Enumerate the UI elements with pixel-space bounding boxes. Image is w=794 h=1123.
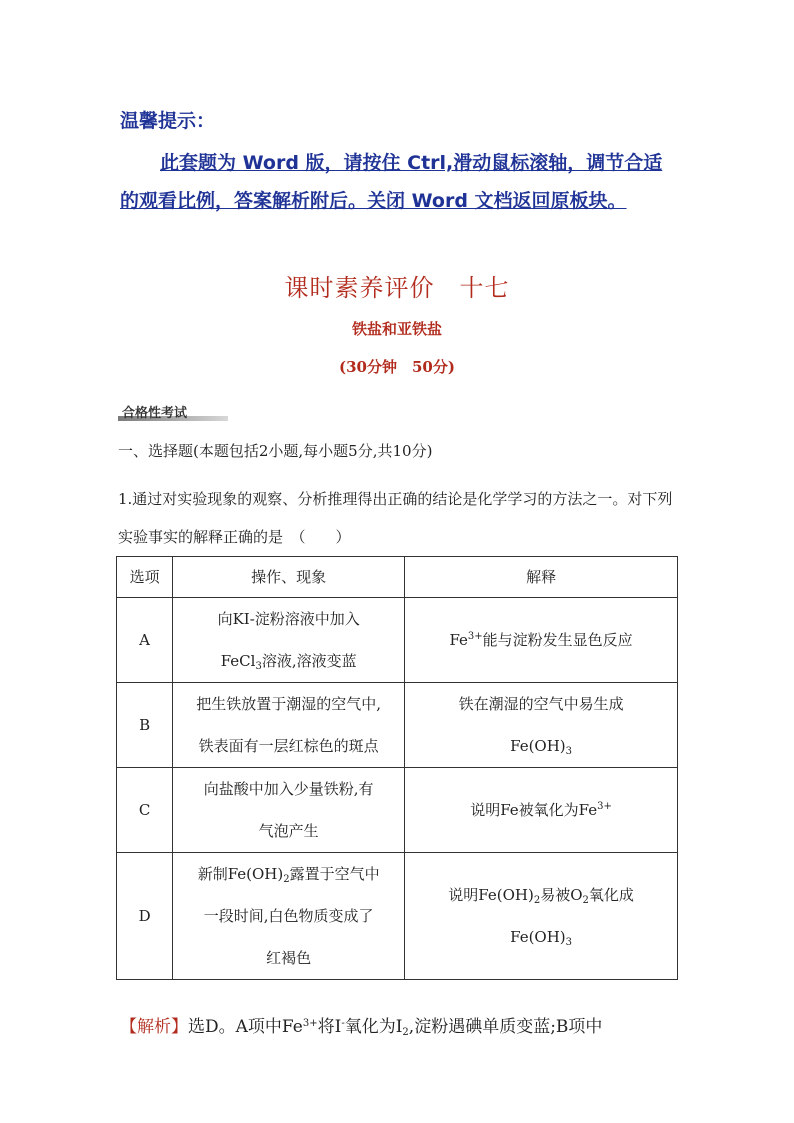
table-header-row <box>117 557 678 598</box>
operation-cell <box>173 683 405 768</box>
table-row <box>117 768 678 853</box>
op-line: 向盐酸中加入少量铁粉,有 <box>203 780 374 798</box>
exp-sup: 3+ <box>467 631 483 642</box>
exp-sub: 2 <box>533 895 541 906</box>
option-label: C <box>117 768 173 853</box>
tip-body <box>120 144 680 220</box>
exp-chem: 说明Fe(OH) <box>448 886 534 904</box>
operation-cell <box>173 768 405 853</box>
op-line: 气泡产生 <box>258 822 319 840</box>
analysis-label: 【解析】 <box>120 1017 188 1037</box>
op-line: 露置于空气中 <box>289 865 380 883</box>
exp-line: 铁在潮湿的空气中易生成 <box>458 695 624 713</box>
analysis-sub: 2 <box>402 1027 409 1038</box>
op-line: 把生铁放置于潮湿的空气中, <box>196 695 382 713</box>
analysis-sup: 3+ <box>302 1018 318 1029</box>
time-score: (30分钟 50分) <box>339 358 455 376</box>
question-group-heading: 一、选择题(本题包括2小题,每小题5分,共10分) <box>118 442 433 460</box>
op-line: 溶液,溶液变蓝 <box>261 652 357 670</box>
analysis-text: 氧化为I <box>344 1017 403 1037</box>
page-subtitle: 铁盐和亚铁盐 <box>351 320 442 338</box>
options-table <box>116 556 678 980</box>
op-line: 铁表面有一层红棕色的斑点 <box>198 737 379 755</box>
exp-chem: Fe(OH) <box>510 737 566 755</box>
op-sub: 2 <box>283 874 290 885</box>
exp-sub: 3 <box>565 937 573 948</box>
op-chem: FeCl <box>220 652 256 670</box>
analysis-text: ,淀粉遇碘单质变蓝;B项中 <box>408 1017 603 1037</box>
option-label: A <box>117 598 173 683</box>
exp-sup: 3+ <box>597 801 612 812</box>
explanation-cell <box>405 853 678 980</box>
exp-sub: 3 <box>565 746 573 757</box>
analysis-text: 选D。A项中Fe <box>188 1017 303 1037</box>
tip-title: 温馨提示： <box>120 110 216 132</box>
tip-body-text: 此套题为 Word 版，请按住 Ctrl,滑动鼠标滚轴，调节合适的观看比例，答案解析附后。关闭 Word 文档返回原板块。 <box>120 152 663 212</box>
header-explanation: 解释 <box>405 557 678 598</box>
exp-chem: Fe(OH) <box>510 928 566 946</box>
exp-line: 易被O <box>540 886 583 904</box>
option-label: B <box>117 683 173 768</box>
section-tag-label: 合格性考试 <box>122 406 188 421</box>
operation-cell <box>173 598 405 683</box>
option-label: D <box>117 853 173 980</box>
explanation-cell <box>405 598 678 683</box>
explanation-cell <box>405 768 678 853</box>
op-line: 向KI-淀粉溶液中加入 <box>217 610 360 628</box>
table-row <box>117 598 678 683</box>
page-title: 课时素养评价 十七 <box>284 274 510 302</box>
section-tag <box>118 402 228 420</box>
op-chem: 新制Fe(OH) <box>197 865 284 883</box>
analysis-sup: - <box>341 1018 345 1029</box>
op-line: 一段时间,白色物质变成了 <box>203 907 374 925</box>
analysis-text: 将I <box>317 1017 342 1037</box>
op-sub: 3 <box>255 661 262 672</box>
exp-sub: 2 <box>582 895 589 906</box>
analysis-paragraph <box>120 1012 690 1037</box>
explanation-cell <box>405 683 678 768</box>
operation-cell <box>173 853 405 980</box>
table-row <box>117 683 678 768</box>
table-row <box>117 853 678 980</box>
question-1-text: 1.通过对实验现象的观察、分析推理得出正确的结论是化学学习的方法之一。对下列实验事实的解释正确的是 （ ） <box>118 490 673 546</box>
exp-line: 能与淀粉发生显色反应 <box>482 631 633 649</box>
op-line: 红褐色 <box>266 949 312 967</box>
exp-line: 说明Fe被氧化为Fe <box>470 801 598 819</box>
exp-line: 氧化成 <box>588 886 634 904</box>
exp-chem: Fe <box>449 631 468 649</box>
header-operation: 操作、现象 <box>173 557 405 598</box>
header-option: 选项 <box>117 557 173 598</box>
